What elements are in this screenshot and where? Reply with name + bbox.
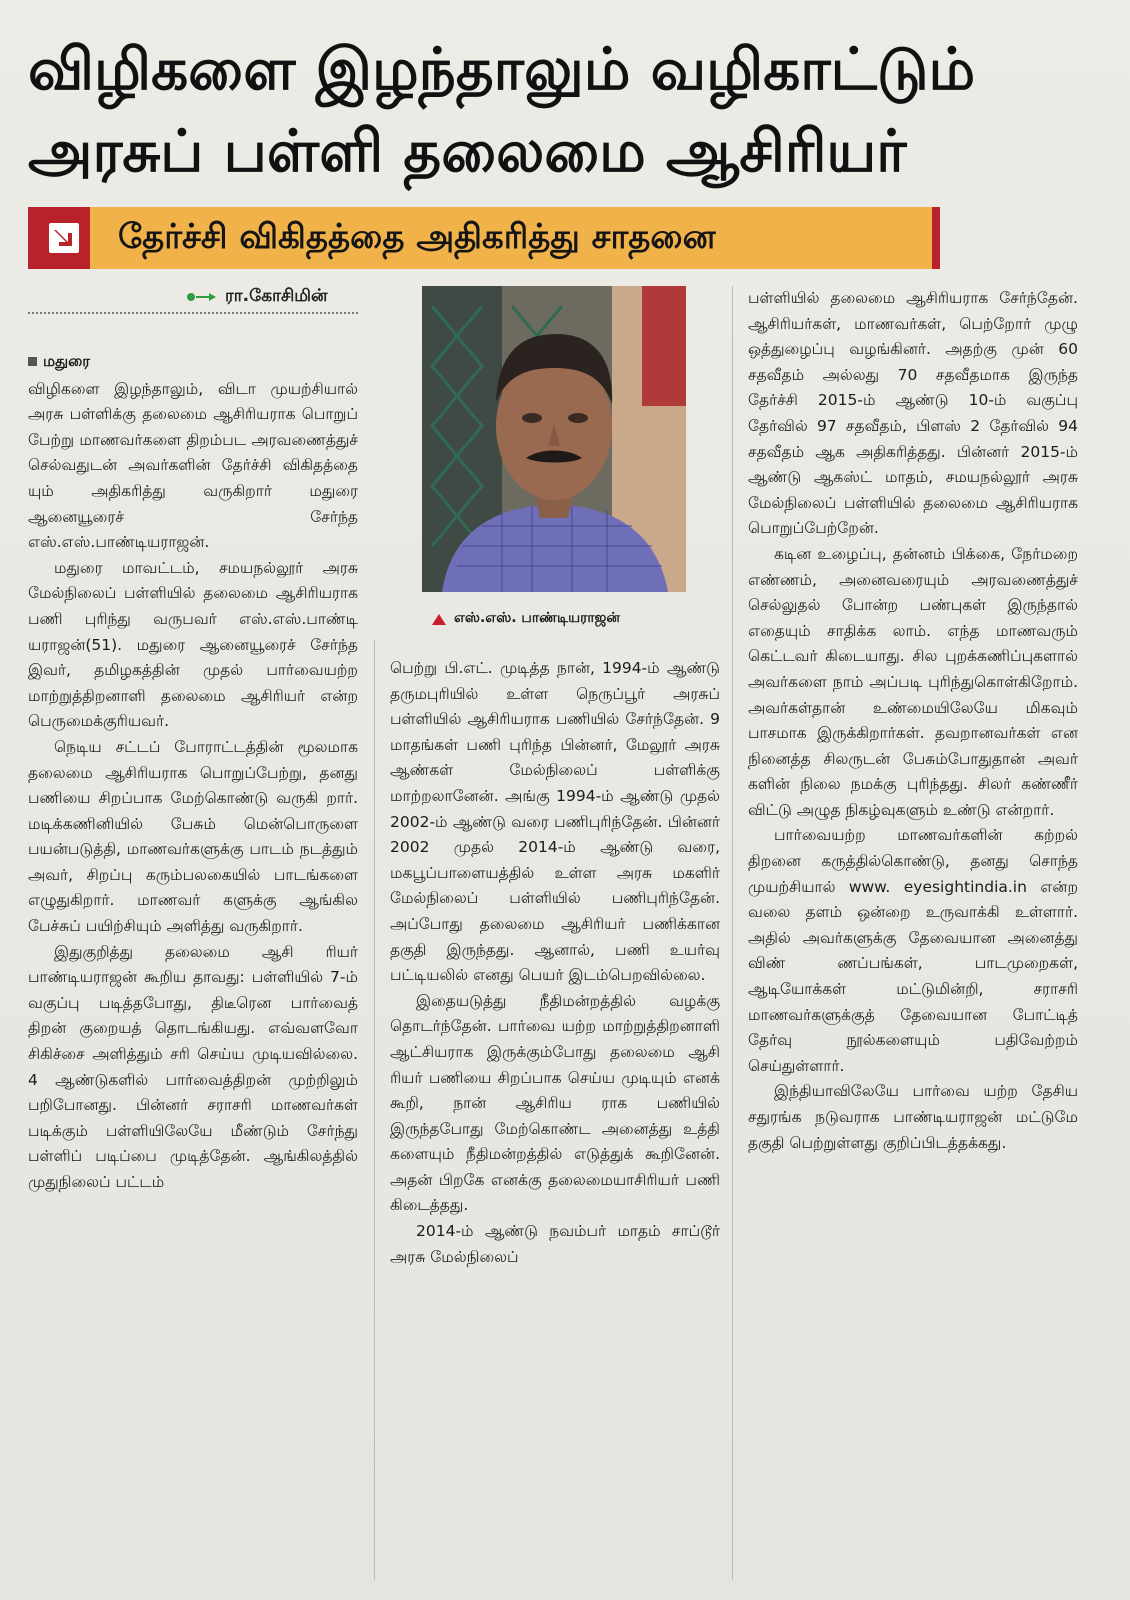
- paragraph: பள்ளியில் தலைமை ஆசிரியராக சேர்ந்தேன். ஆசிரியர்கள், மாணவர்கள், பெற்றோர் முழு ஒத்துழைப்பு வழங்கினர். அதற்கு முன் 60 சதவீதம் அல்லது 70 சதவீதமாக இருந்த தேர்ச்சி 2015-ம் ஆண்டு 10-ம் வகுப்பு தேர்வில் 97 சதவீதம், பிளஸ் 2 தேர்வில் 94 சதவீதம் ஆக அதிகரித்தது. பின்னர் 2015-ம் ஆண்டு ஆகஸ்ட் மாதம், சமயநல்லூர் அரசு மேல்நிலைப் பள்ளியில் தலைமை ஆசிரியராக பொறுப்பேற்றேன்.: [748, 289, 1078, 538]
- paragraph: கடின உழைப்பு, தன்னம் பிக்கை, நேர்மறை எண்ணம், அனைவரையும் அரவணைத்துச் செல்லுதல் போன்ற பண்புகள் இருந்தால் எதையும் சாதிக்க லாம். எந்த மாணவரும் கெட்டவர் கிடையாது. சில புறக்கணிப்புகளால் அவர்களை நாம் அப்படி புரிந்துகொள்கிறோம். அவர்கள்தான் உண்மையிலேயே மிகவும் பாசமாக இருக்கிறார்கள். தவறானவர்கள் என நினைத்த சிலருடன் பேசும்போதுதான் அவர் களின் நிலை நமக்கு புரிந்தது. சிலர் கண்ணீர் விட்டு அழுத நிகழ்வுகளும் உண்டு என்றார்.: [748, 544, 1078, 819]
- paragraph: மதுரை மாவட்டம், சமயநல்லூர் அரசு மேல்நிலைப் பள்ளியில் தலைமை ஆசிரியராக பணி புரிந்து வருபவர் எஸ்.எஸ்.பாண்டி யராஜன்(51). மதுரை ஆனையூரைச் சேர்ந்த இவர், தமிழகத்தின் முதல் பார்வையற்ற மாற்றுத்திறனாளி தலைமை ஆசிரியர் என்ற பெருமைக்குரியவர்.: [28, 558, 358, 731]
- byline: [185, 286, 327, 308]
- byline-divider: [28, 312, 358, 314]
- portrait-illustration: [422, 286, 686, 592]
- arrow-down-right-icon: [38, 207, 90, 269]
- headline-line-2: அரசுப் பள்ளி தலைமை ஆசிரியர்: [28, 117, 907, 185]
- article-column-2: [390, 656, 720, 1270]
- triangle-icon: [432, 614, 446, 625]
- subheadline: தேர்ச்சி விகிதத்தை அதிகரித்து சாதனை: [118, 217, 716, 257]
- byline-author: ரா.கோசிமின்: [225, 286, 328, 306]
- article-column-3: [748, 286, 1078, 1156]
- photo-caption-text: எஸ்.எஸ். பாண்டியராஜன்: [454, 610, 620, 626]
- paragraph: பார்வையற்ற மாணவர்களின் கற்றல் திறனை கருத்தில்கொண்டு, தனது சொந்த முயற்சியால் www. eyesightindia.in என்ற வலை தளம் ஒன்றை உருவாக்கி உள்ளார். அதில் அவர்களுக்கு தேவையான அனைத்து விண் ணப்பங்கள், பாடமுறைகள், ஆடியோக்கள் மட்டுமின்றி, சராசரி மாணவர்களுக்குத் தேவையான போட்டித் தேர்வு நூல்களையும் பதிவேற்றம் செய்துள்ளார்.: [748, 826, 1078, 1075]
- subheadline-band: [28, 207, 940, 269]
- headline-line-1: விழிகளை இழந்தாலும் வழிகாட்டும்: [28, 35, 976, 103]
- paragraph: இதையடுத்து நீதிமன்றத்தில் வழக்கு தொடர்ந்தேன். பார்வை யற்ற மாற்றுத்திறனாளி ஆட்சியராக இருக்கும்போது தலைமை ஆசி ரியர் பணியை சிறப்பாக செய்ய முடியும் எனக் கூறி, நான் ஆசிரிய ராக பணியில் இருந்தபோது மேற்கொண்ட அனைத்து உத்தி களையும் நீதிமன்றத்தில் எடுத்துக் கூறினேன். அதன் பிறகே எனக்கு தலைமையாசிரியர் பணி கிடைத்தது.: [390, 991, 720, 1215]
- dateline-city: மதுரை: [43, 352, 91, 370]
- paragraph: இதுகுறித்து தலைமை ஆசி ரியர் பாண்டியராஜன் கூறிய தாவது: பள்ளியில் 7-ம் வகுப்பு படித்தபோது, திடீரென பார்வைத் திறன் குறையத் தொடங்கியது. எவ்வளவோ சிகிச்சை அளித்தும் சரி செய்ய முடியவில்லை. 4 ஆண்டுகளில் பார்வைத்திறன் முற்றிலும் பறிபோனது. பின்னர் சராசரி மாணவர்கள் படிக்கும் பள்ளியிலேயே மீண்டும் சேர்ந்து பள்ளிப் படிப்பை முடித்தேன். ஆங்கிலத்தில் முதுநிலைப் பட்டம்: [28, 942, 358, 1191]
- paragraph: 2014-ம் ஆண்டு நவம்பர் மாதம் சாப்டூர் அரசு மேல்நிலைப்: [390, 1222, 720, 1266]
- paragraph: பெற்று பி.எட். முடித்த நான், 1994-ம் ஆண்டு தருமபுரியில் உள்ள நெருப்பூர் அரசுப் பள்ளியில் ஆசிரியராக பணியில் சேர்ந்தேன். 9 மாதங்கள் பணி புரிந்த பின்னர், மேலூர் அரசு ஆண்கள் மேல்நிலைப் பள்ளிக்கு மாற்றலானேன். அங்கு 1994-ம் ஆண்டு முதல் 2002-ம் ஆண்டு வரை பணிபுரிந்தேன். பின்னர் 2002 முதல் 2014-ம் ஆண்டு வரை, மகபூப்பாளையத்தில் உள்ள அரசு மகளிர் மேல்நிலைப் பள்ளியில் பணிபுரிந்தேன். அப்போது தலைமை ஆசிரியர் பணிக்கான தகுதி இருந்தது. ஆனால், பணி உயர்வு பட்டியலில் எனது பெயர் இடம்பெறவில்லை.: [390, 659, 720, 985]
- dateline-square-icon: [28, 357, 37, 366]
- column-divider: [374, 640, 375, 1580]
- paragraph: விழிகளை இழந்தாலும், விடா முயற்சியால் அரசு பள்ளிக்கு தலைமை ஆசிரியராக பொறுப் பேற்று மாணவர்களை திறம்பட அரவணைத்துச் செல்வதுடன் அவர்களின் தேர்ச்சி விகிதத்தை யும் அதிகரித்து வருகிறார் மதுரை ஆனையூரைச் சேர்ந்த எஸ்.எஸ்.பாண்டியராஜன்.: [28, 379, 358, 552]
- paragraph: நெடிய சட்டப் போராட்டத்தின் மூலமாக தலைமை ஆசிரியராக பொறுப்பேற்று, தனது பணியை சிறப்பாக மேற்கொண்டு வருகி றார். மடிக்கணினியில் பேசும் மென்பொருளை பயன்படுத்தி, மாணவர்களுக்கு பாடம் நடத்தும் அவர், சிறப்பு கரும்பலகையில் பாடங்களை எழுதுகிறார். மாணவர் களுக்கு ஆங்கில பேச்சுப் பயிற்சியும் அளித்து வருகிறார்.: [28, 737, 358, 936]
- paragraph: இந்தியாவிலேயே பார்வை யற்ற தேசிய சதுரங்க நடுவராக பாண்டியராஜன் மட்டுமே தகுதி பெற்றுள்ளது குறிப்பிடத்தக்கது.: [748, 1082, 1078, 1152]
- headline: [28, 28, 1088, 192]
- photo-caption: [432, 610, 620, 628]
- article-column-1: [28, 349, 358, 1196]
- byline-pen-icon: [185, 290, 219, 304]
- dateline: [28, 349, 358, 375]
- portrait-photo: [422, 286, 686, 592]
- column-divider: [732, 286, 733, 1580]
